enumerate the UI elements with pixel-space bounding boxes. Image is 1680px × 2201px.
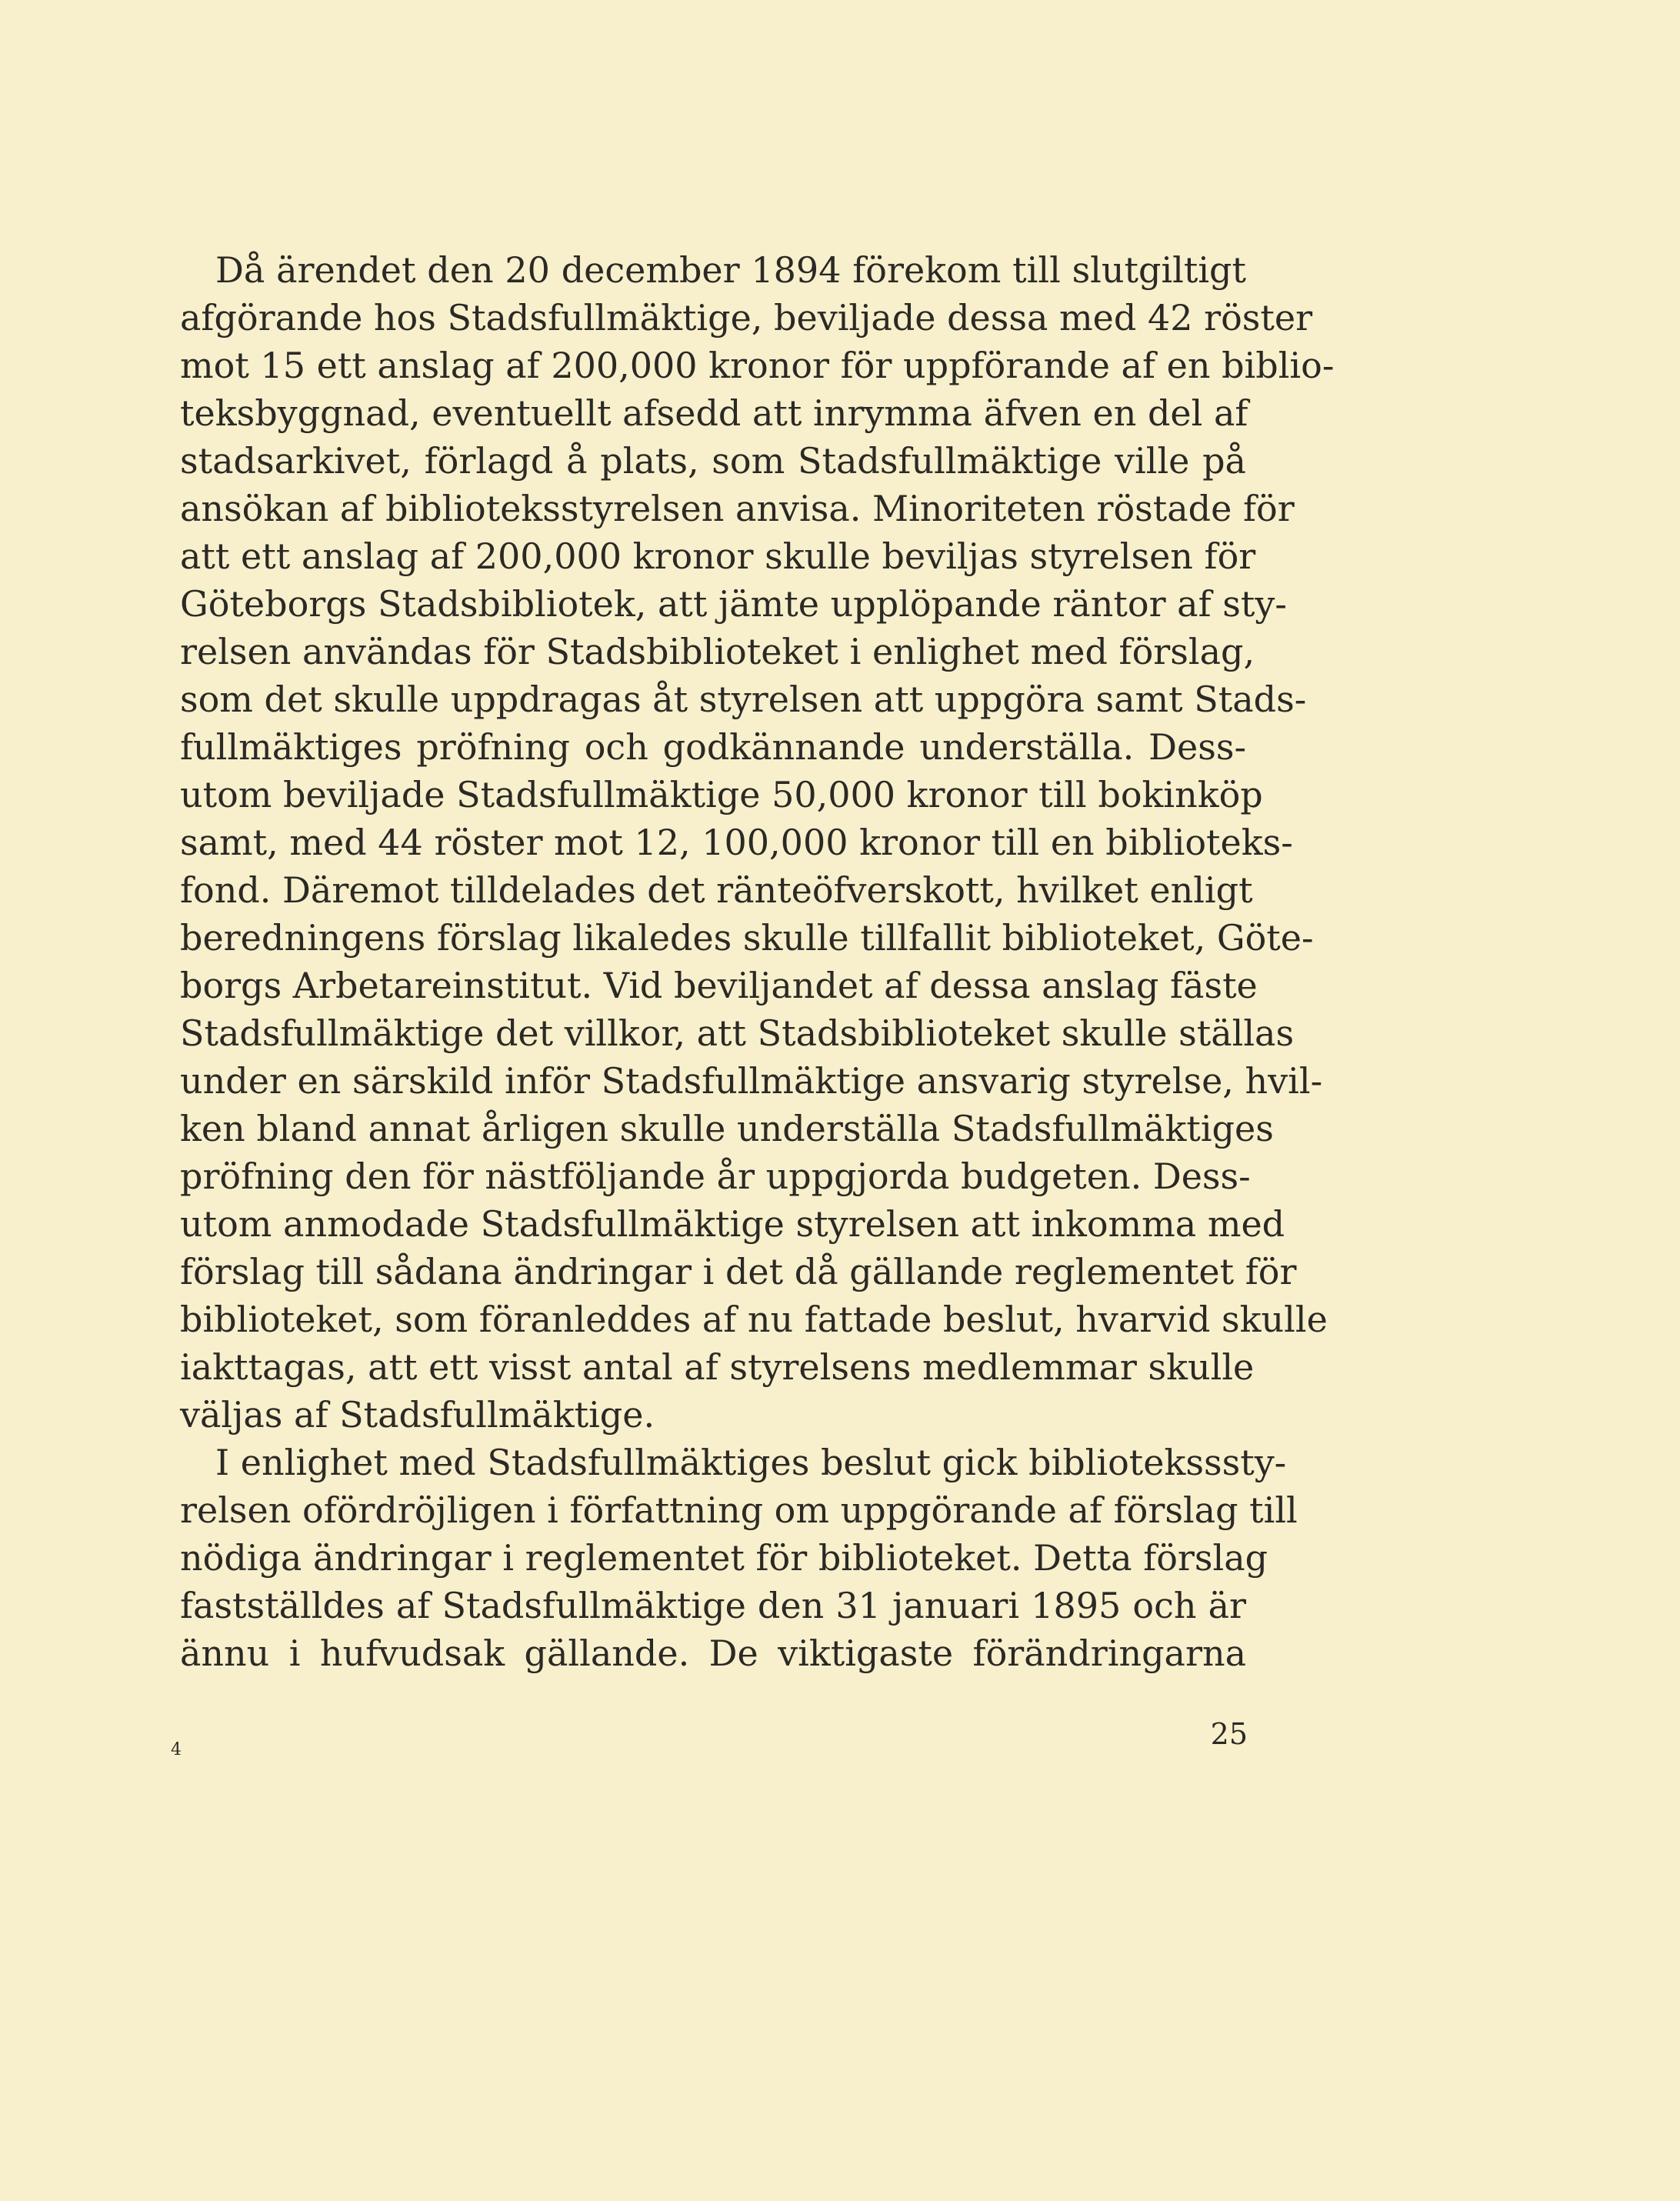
text-line: stadsarkivet, förlagd å plats, som Stadsfullmäktige ville på — [180, 440, 1246, 482]
text-line: Då ärendet den 20 december 1894 förekom till slutgiltigt — [215, 249, 1246, 291]
text-line: Stadsfullmäktige det villkor, att Stadsbiblioteket skulle ställas — [180, 1012, 1295, 1054]
text-line: Göteborgs Stadsbibliotek, att jämte upplöpande räntor af sty- — [180, 583, 1287, 625]
text-line: fond. Däremot tilldelades det ränteöfverskott, hvilket enligt — [180, 869, 1253, 911]
text-line: ansökan af biblioteksstyrelsen anvisa. Minoriteten röstade för — [180, 488, 1295, 529]
text-line: I enlighet med Stadsfullmäktiges beslut gick biblioteksssty- — [215, 1442, 1287, 1483]
paragraph-1 — [180, 246, 1335, 1439]
text-line: iakttagas, att ett visst antal af styrelsens medlemmar skulle — [180, 1346, 1255, 1388]
text-line: pröfning den för nästföljande år uppgjorda budgeten. Dess- — [180, 1156, 1251, 1197]
text-line: relsen användas för Stadsbiblioteket i enlighet med förslag, — [180, 631, 1255, 672]
text-line: teksbyggnad, eventuellt afsedd att inrymma äfven en del af — [180, 392, 1248, 434]
text-line: under en särskild inför Stadsfullmäktige ansvarig styrelse, hvil- — [180, 1060, 1323, 1102]
text-line: relsen ofördröjligen i författning om uppgörande af förslag till — [180, 1489, 1298, 1531]
text-line: samt, med 44 röster mot 12, 100,000 kronor till en biblioteks- — [180, 822, 1293, 863]
body-text — [180, 246, 1335, 1677]
text-line: väljas af Stadsfullmäktige. — [180, 1394, 655, 1436]
text-line: som det skulle uppdragas åt styrelsen att uppgöra samt Stads- — [180, 679, 1307, 720]
paragraph-2 — [180, 1439, 1298, 1677]
page-number: 25 — [1210, 1717, 1248, 1751]
text-line: utom anmodade Stadsfullmäktige styrelsen att inkomma med — [180, 1203, 1285, 1245]
text-line: nödiga ändringar i reglementet för biblioteket. Detta förslag — [180, 1537, 1268, 1579]
text-line: att ett anslag af 200,000 kronor skulle beviljas styrelsen för — [180, 535, 1256, 577]
text-line: borgs Arbetareinstitut. Vid beviljandet af dessa anslag fäste — [180, 965, 1258, 1006]
text-line: mot 15 ett anslag af 200,000 kronor för uppförande af en biblio- — [180, 345, 1335, 386]
text-line: ännu i hufvudsak gällande. De viktigaste förändringarna — [180, 1632, 1246, 1674]
text-line: förslag till sådana ändringar i det då gällande reglementet för — [180, 1251, 1297, 1292]
signature-mark: 4 — [171, 1740, 182, 1759]
text-line: ken bland annat årligen skulle underställa Stadsfullmäktiges — [180, 1108, 1274, 1149]
text-line: fullmäktiges pröfning och godkännande underställa. Dess- — [180, 726, 1246, 768]
text-line: beredningens förslag likaledes skulle tillfallit biblioteket, Göte- — [180, 917, 1314, 959]
text-line: afgörande hos Stadsfullmäktige, beviljade dessa med 42 röster — [180, 297, 1313, 338]
text-line: fastställdes af Stadsfullmäktige den 31 januari 1895 och är — [180, 1585, 1246, 1626]
text-line: utom beviljade Stadsfullmäktige 50,000 kronor till bokinköp — [180, 774, 1263, 815]
text-line: biblioteket, som föranleddes af nu fattade beslut, hvarvid skulle — [180, 1299, 1328, 1340]
